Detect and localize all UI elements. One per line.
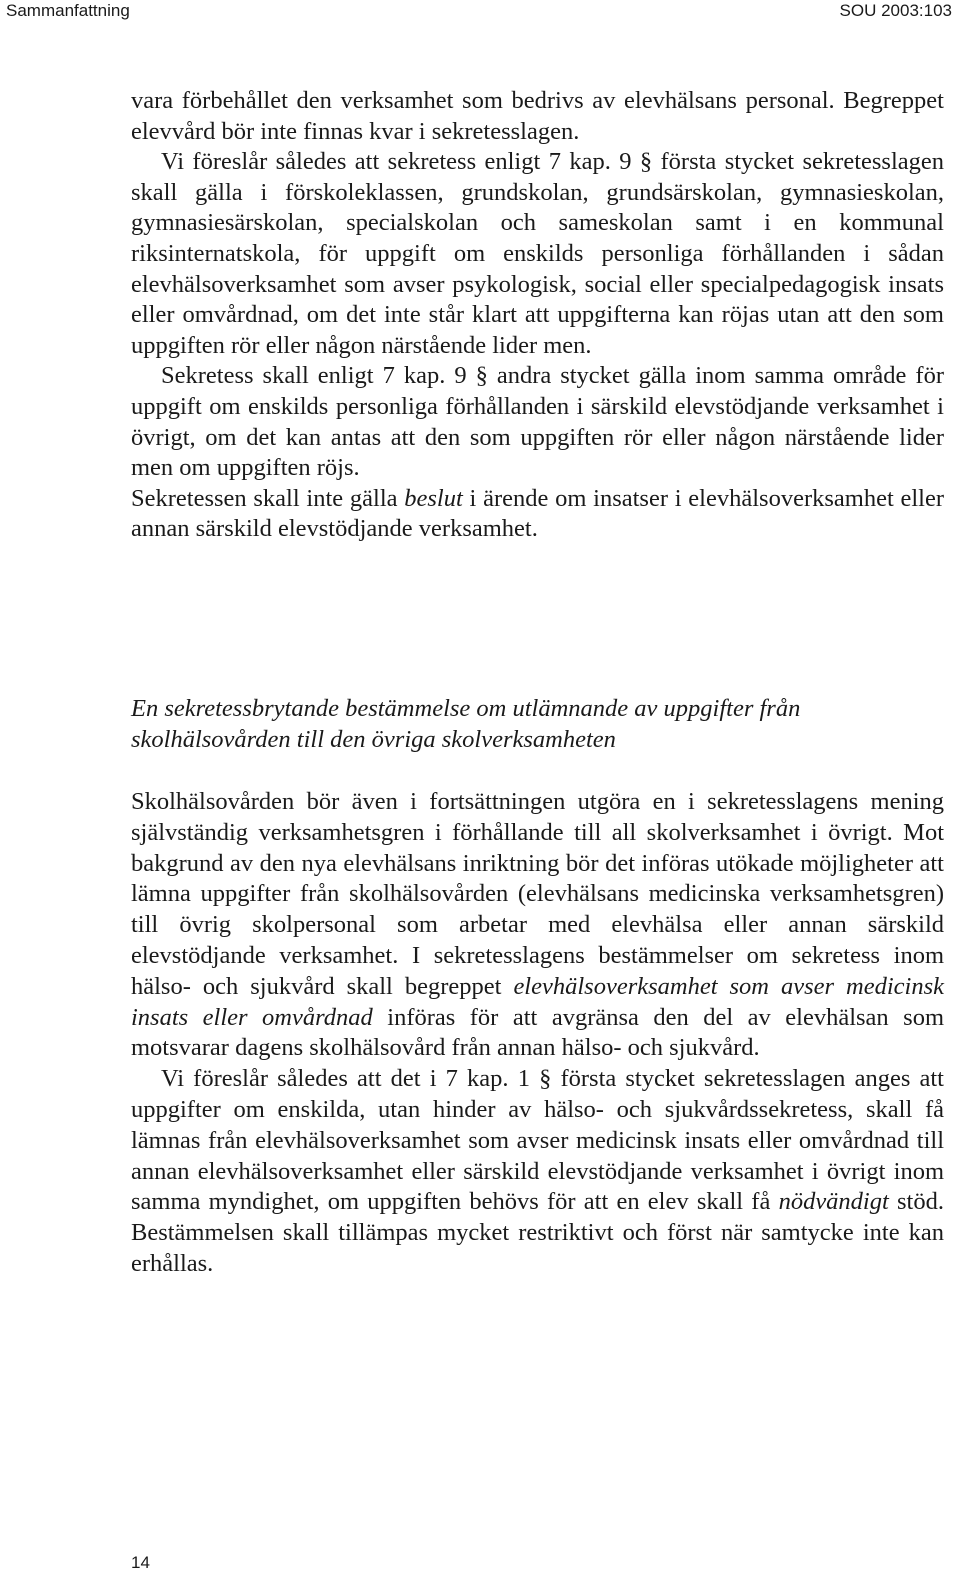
paragraph-exception-emphasis: beslut [404,484,463,512]
paragraph-exception [131,484,944,545]
paragraph-proposal-first: Vi föreslår således att sekretess enligt 7 kap. 9 § första stycket sekretesslagen skall gälla i förskoleklassen, grundskolan, grundsärskolan, gymnasieskolan, gymnasiesärskolan, specialskolan och sameskolan samt i en kommunal riksinternatskola, för uppgift om enskilds personliga förhållanden i sådan elevhälsoverksamhet som avser psykologisk, social eller specialpedagogisk insats eller omvårdnad, om det inte står klart att uppgifterna kan röjas utan att den som uppgiften rör eller någon närstående lider men. [131,148,944,359]
running-head-section-title: Sammanfattning [6,1,130,20]
running-head [0,0,960,22]
paragraph-school-health-text-a: Skolhälsovården bör även i fortsättningen utgöra en i sekretesslagens mening självständig verksamhetsgren i förhållande till all skolverksamhet i övrigt. Mot bakgrund av den nya elevhälsans inriktning bör det införas utökade möjligheter att lämna uppgifter från skolhälsovården (elevhälsans medicinska verksamhetsgren) till övrig skolpersonal som arbetar med elevhälsa eller annan särskild elevstödjande verksamhet. I sekretesslagens bestämmelser om sekretess inom hälso- och sjukvård skall begreppet [131,788,944,1000]
paragraph-school-health-emphasis: elevhälsoverksamhet som avser medicinsk insats eller omvårdnad [131,972,944,1031]
section-body-confidentiality [131,86,944,545]
paragraph-exception-text-b: i ärende om insatser i elevhälsoverksamhet eller annan särskild elevstödjande verksamhet. [131,484,945,543]
paragraph-school-health [131,787,944,1064]
paragraph-proposal-disclosure-emphasis: nödvändigt [778,1188,889,1216]
paragraph-proposal-disclosure [131,1064,944,1280]
section-heading: En sekretessbrytande bestämmelse om utlämnande av uppgifter från skolhälsovården till den övriga skolverksamheten [131,695,801,753]
page-number: 14 [131,1553,150,1572]
paragraph-proposal-second: Sekretess skall enligt 7 kap. 9 § andra stycket gälla inom samma område för uppgift om enskilds personliga förhållanden i särskild elevstödjande verksamhet i övrigt, om det kan antas att den som uppgiften rör eller någon närstående lider men om uppgiften röjs. [131,362,944,482]
section-body-school-health [131,787,944,1280]
paragraph-school-health-text-b: införas för att avgränsa den del av elevhälsan som motsvarar dagens skolhälsovård från annan hälso- och sjukvård. [131,1003,944,1062]
paragraph-exception-text-a: Sekretessen skall inte gälla [131,484,405,512]
paragraph-proposal-disclosure-text-a: Vi föreslår således att det i 7 kap. 1 § första stycket sekretesslagen anges att uppgifter om enskilda, utan hinder av hälso- och sjukvårdssekretess, skall få lämnas från elevhälsoverksamhet som avser medicinsk insats eller omvårdnad till annan elevhälsoverksamhet eller särskild elevstödjande verksamhet i övrigt inom samma myndighet, om uppgiften behövs för att en elev skall få [131,1065,944,1216]
paragraph-proposal-disclosure-text-b: stöd. Bestämmelsen skall tillämpas mycket restriktivt och först när samtycke inte kan erhållas. [131,1188,944,1277]
paragraph-continuation: vara förbehållet den verksamhet som bedrivs av elevhälsans personal. Begreppet elevvård bör inte finnas kvar i sekretesslagen. [131,87,944,145]
running-head-report-number: SOU 2003:103 [839,1,952,20]
